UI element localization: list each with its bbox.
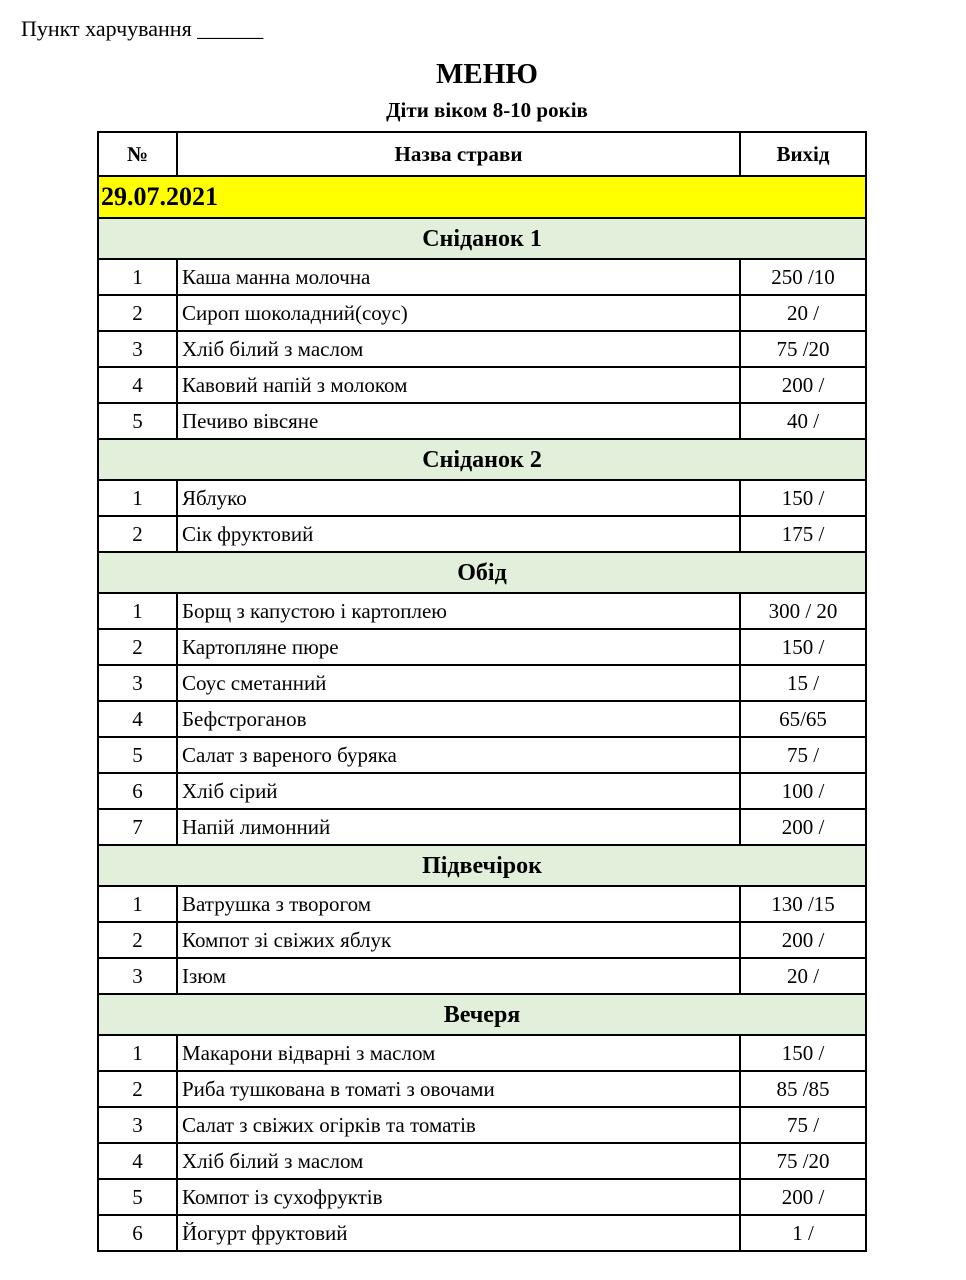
item-name: Каша манна молочна (177, 259, 740, 295)
item-output: 75 /20 (740, 1143, 866, 1179)
item-output: 130 /15 (740, 886, 866, 922)
table-row (98, 1035, 866, 1071)
item-number: 6 (98, 1215, 177, 1251)
food-point-label: Пункт харчування ______ (21, 16, 264, 41)
item-number: 4 (98, 1143, 177, 1179)
item-number: 1 (98, 1035, 177, 1071)
item-output: 75 / (740, 737, 866, 773)
item-output: 150 / (740, 629, 866, 665)
item-name: Ізюм (177, 958, 740, 994)
item-output: 75 / (740, 1107, 866, 1143)
section-title: Обід (98, 552, 866, 593)
item-name: Кавовий напій з молоком (177, 367, 740, 403)
column-header-output: Вихід (740, 132, 866, 176)
item-number: 3 (98, 1107, 177, 1143)
item-output: 250 /10 (740, 259, 866, 295)
item-number: 3 (98, 958, 177, 994)
item-name: Сік фруктовий (177, 516, 740, 552)
item-output: 20 / (740, 958, 866, 994)
item-number: 5 (98, 403, 177, 439)
item-name: Бефстроганов (177, 701, 740, 737)
table-row (98, 1179, 866, 1215)
table-row (98, 367, 866, 403)
item-name: Печиво вівсяне (177, 403, 740, 439)
item-number: 5 (98, 1179, 177, 1215)
item-name: Соус сметанний (177, 665, 740, 701)
item-name: Картопляне пюре (177, 629, 740, 665)
item-name: Борщ з капустою і картоплею (177, 593, 740, 629)
table-row (98, 480, 866, 516)
menu-table (97, 131, 867, 1252)
table-row (98, 701, 866, 737)
item-number: 1 (98, 480, 177, 516)
table-row (98, 259, 866, 295)
item-number: 5 (98, 737, 177, 773)
item-name: Хліб білий з маслом (177, 331, 740, 367)
item-name: Хліб білий з маслом (177, 1143, 740, 1179)
item-output: 200 / (740, 367, 866, 403)
item-output: 300 / 20 (740, 593, 866, 629)
section-row (98, 439, 866, 480)
section-row (98, 845, 866, 886)
table-row (98, 737, 866, 773)
item-number: 3 (98, 331, 177, 367)
item-name: Хліб сірий (177, 773, 740, 809)
table-row (98, 516, 866, 552)
item-output: 15 / (740, 665, 866, 701)
table-row (98, 922, 866, 958)
item-name: Салат з свіжих огірків та томатів (177, 1107, 740, 1143)
item-output: 175 / (740, 516, 866, 552)
date-row (98, 176, 866, 218)
item-output: 40 / (740, 403, 866, 439)
item-name: Компот із сухофруктів (177, 1179, 740, 1215)
section-title: Підвечірок (98, 845, 866, 886)
item-output: 20 / (740, 295, 866, 331)
table-row (98, 886, 866, 922)
table-row (98, 1215, 866, 1251)
item-number: 3 (98, 665, 177, 701)
table-row (98, 1107, 866, 1143)
section-row (98, 218, 866, 259)
section-row (98, 994, 866, 1035)
item-name: Сироп шоколадний(соус) (177, 295, 740, 331)
item-name: Напій лимонний (177, 809, 740, 845)
table-row (98, 629, 866, 665)
table-row (98, 1143, 866, 1179)
item-output: 150 / (740, 480, 866, 516)
section-title: Сніданок 2 (98, 439, 866, 480)
item-number: 4 (98, 701, 177, 737)
page-subtitle: Діти віком 8-10 років (386, 98, 588, 122)
table-row (98, 295, 866, 331)
item-number: 7 (98, 809, 177, 845)
menu-date: 29.07.2021 (98, 176, 866, 218)
item-number: 1 (98, 593, 177, 629)
item-number: 2 (98, 1071, 177, 1107)
page-title: МЕНЮ (436, 58, 538, 90)
table-header-row (98, 132, 866, 176)
item-name: Компот зі свіжих яблук (177, 922, 740, 958)
table-row (98, 809, 866, 845)
column-header-name: Назва страви (177, 132, 740, 176)
menu-body (98, 176, 866, 1251)
section-row (98, 552, 866, 593)
table-row (98, 403, 866, 439)
item-output: 200 / (740, 922, 866, 958)
item-number: 1 (98, 259, 177, 295)
item-number: 2 (98, 922, 177, 958)
table-row (98, 665, 866, 701)
item-output: 65/65 (740, 701, 866, 737)
item-output: 200 / (740, 809, 866, 845)
section-title: Вечеря (98, 994, 866, 1035)
item-name: Яблуко (177, 480, 740, 516)
item-output: 85 /85 (740, 1071, 866, 1107)
table-row (98, 773, 866, 809)
item-name: Риба тушкована в томаті з овочами (177, 1071, 740, 1107)
item-output: 1 / (740, 1215, 866, 1251)
table-row (98, 1071, 866, 1107)
item-name: Ватрушка з творогом (177, 886, 740, 922)
table-row (98, 331, 866, 367)
item-output: 100 / (740, 773, 866, 809)
item-output: 75 /20 (740, 331, 866, 367)
column-header-number: № (98, 132, 177, 176)
table-row (98, 593, 866, 629)
item-name: Макарони відварні з маслом (177, 1035, 740, 1071)
item-number: 4 (98, 367, 177, 403)
item-number: 6 (98, 773, 177, 809)
item-name: Салат з вареного буряка (177, 737, 740, 773)
section-title: Сніданок 1 (98, 218, 866, 259)
item-number: 2 (98, 629, 177, 665)
item-output: 150 / (740, 1035, 866, 1071)
item-number: 2 (98, 295, 177, 331)
item-number: 1 (98, 886, 177, 922)
table-row (98, 958, 866, 994)
item-number: 2 (98, 516, 177, 552)
item-output: 200 / (740, 1179, 866, 1215)
item-name: Йогурт фруктовий (177, 1215, 740, 1251)
